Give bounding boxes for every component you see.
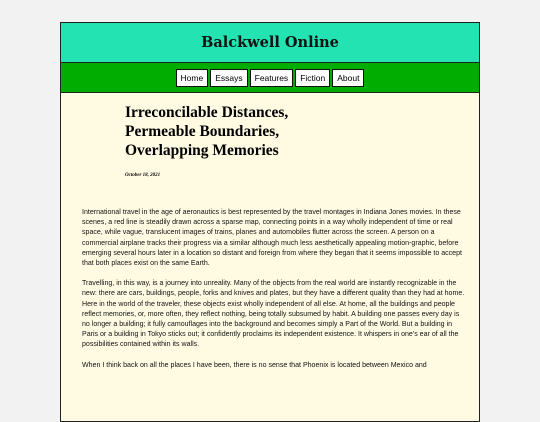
nav-fiction-button[interactable]: Fiction [295, 69, 330, 87]
article-title-line: Irreconcilable Distances, [125, 104, 289, 121]
page-frame [60, 22, 480, 422]
article-title-line: Permeable Boundaries, [125, 123, 280, 140]
site-header [61, 23, 479, 63]
article-title [125, 103, 325, 160]
nav-home-button[interactable]: Home [176, 69, 209, 87]
article-paragraph: When I think back on all the places I have been, there is no sense that Phoenix is located between Mexico and [82, 361, 427, 369]
nav-essays-button[interactable]: Essays [210, 69, 247, 87]
article-paragraph: International travel in the age of aeronautics is best represented by the travel montages in Indiana Jones movies. In these scenes, a red line is steadily drawn across a sparse map, connecting points in a way wholly independent of time or real space, while vague, translucent images of trains, planes and automobiles flutter across the screen. A person on a commercial airplane tracks their progress via a similar although much less aesthetically appealing motion-graphic, before emerging several hours later in a location so distant and foreign from where they began that it seems impossible to accept that both places exist on the same Earth. [82, 209, 462, 268]
article [61, 103, 479, 371]
site-title[interactable]: Balckwell Online [201, 34, 339, 51]
nav-about-button[interactable]: About [332, 69, 364, 87]
article-paragraph: Travelling, in this way, is a journey into unreality. Many of the objects from the real world are instantly recognizable in the new: there are cars, buildings, people, forks and knives and plates, but they have a different quality than they had at home. Here in the world of the traveler, these objects exist wholly independent of all else. At home, all the buildings and people reflect memories, or, more often, they reflect nothing, being totally subsumed by habit. A building one passes every day is no longer a building; it fully camouflages into the background and becomes simply a Part of the World. But a building in Paris or a building in Tokyo sticks out; it confidently proclaims its independent existence. It whispers in one's ear of all the possibilities contained within its walls. [82, 280, 465, 349]
article-date: October 18, 2021 [125, 173, 161, 178]
article-body [82, 208, 468, 371]
nav-features-button[interactable]: Features [250, 69, 294, 87]
article-title-line: Overlapping Memories [125, 142, 279, 159]
nav-bar [61, 63, 479, 93]
